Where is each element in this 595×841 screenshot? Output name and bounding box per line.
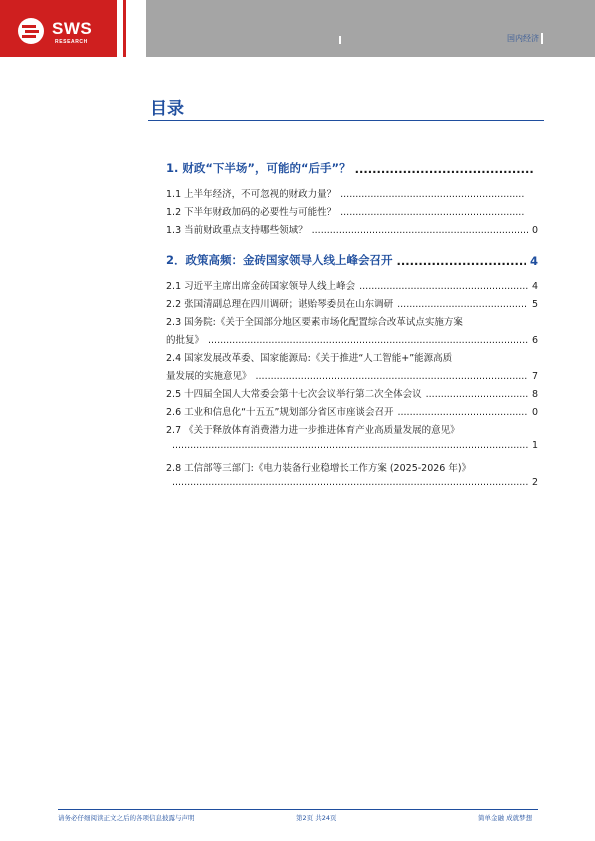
toc-entry[interactable]: 2.2 张国清副总理在四川调研；谌贻琴委员在山东调研 ..... 5: [166, 296, 538, 310]
toc-entry-line1[interactable]: 2.3 国务院:《关于全国部分地区要素市场化配置综合改革试点实施方案: [166, 317, 463, 328]
header-bar: [146, 0, 595, 57]
toc-entry[interactable]: 1.3 当前财政重点支持哪些领域？ ..... 0: [166, 222, 538, 236]
footer-rule: [58, 809, 538, 810]
toc-entry[interactable]: 2.1 习近平主席出席金砖国家领导人线上峰会 ..... 4: [166, 278, 538, 292]
toc-entry-line1[interactable]: 2.7 《关于释放体育消费潜力进一步推进体育产业高质量发展的意见》: [166, 425, 460, 436]
section-label: 国内经济: [507, 34, 539, 43]
toc-entry[interactable]: 1.1 上半年经济，不可忽视的财政力量？ .....: [166, 186, 528, 200]
brand-logo: [0, 0, 117, 57]
footer-slogan: 简单金融 成就梦想: [478, 814, 533, 822]
toc-entry[interactable]: 2．政策高频：金砖国家领导人线上峰会召开 ..... 4: [166, 252, 538, 268]
footer-disclaimer: 请务必仔细阅读正文之后的各项信息披露与声明: [58, 814, 195, 822]
toc-entry[interactable]: 2.6 工业和信息化“十五五”规划部分省区市座谈会召开 ..... 0: [166, 404, 538, 418]
footer-page-info: 第2页 共24页: [296, 814, 337, 822]
brand-subtitle: RESEARCH: [55, 39, 88, 45]
toc-entry[interactable]: 1.2 下半年财政加码的必要性与可能性？ .....: [166, 204, 528, 218]
brand-name: SWS: [52, 19, 93, 38]
header-mark: [339, 36, 341, 44]
logo-emblem-icon: [17, 17, 45, 45]
toc-entry[interactable]: 量发展的实施意见》 ..... 7: [166, 368, 538, 382]
toc-entry[interactable]: 2.5 十四届全国人大常委会第十七次会议举行第二次全体会议 ..... 8: [166, 386, 538, 400]
toc-title-rule: [148, 120, 544, 121]
page-header: [0, 0, 595, 57]
toc-title: 目录: [150, 99, 184, 119]
toc-entry[interactable]: ..... 2: [166, 477, 538, 488]
toc-entry[interactable]: 的批复》 ..... 6: [166, 332, 538, 346]
toc-entry-line1[interactable]: 2.8 工信部等三部门:《电力装备行业稳增长工作方案 (2025-2026 年)》: [166, 463, 472, 474]
toc-entry-line1[interactable]: 2.4 国家发展改革委、国家能源局:《关于推进“人工智能+”能源高质: [166, 353, 453, 364]
toc-entry[interactable]: ..... 1: [166, 440, 538, 451]
section-label-marker: [541, 33, 543, 44]
toc-entry[interactable]: 1. 财政“下半场”，可能的“后手”？ .....: [166, 160, 538, 176]
